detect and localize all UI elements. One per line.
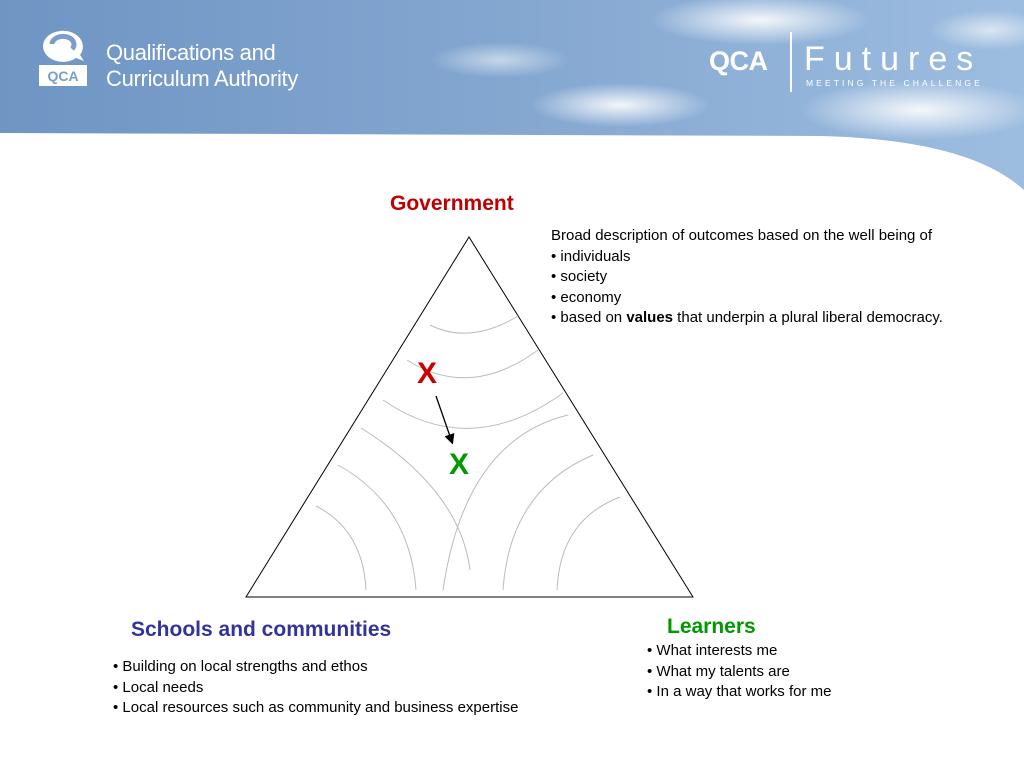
contour-top-3 xyxy=(383,393,563,428)
learners-description xyxy=(647,641,831,703)
learners-item: • In a way that works for me xyxy=(647,683,832,700)
logo-text: QCA xyxy=(47,68,79,84)
government-intro: Broad description of outcomes based on the well being of xyxy=(551,227,933,244)
government-item: • economy xyxy=(551,288,622,306)
brand-tagline: MEETING THE CHALLENGE xyxy=(806,78,983,88)
government-values-item xyxy=(551,308,943,329)
government-label: Government xyxy=(390,192,514,215)
government-item: • society xyxy=(551,268,608,285)
schools-label: Schools and communities xyxy=(131,618,392,641)
brand-qca: QCA xyxy=(709,46,768,76)
government-description xyxy=(551,226,943,329)
contour-right-3 xyxy=(443,415,568,590)
contour-right-1 xyxy=(557,497,620,590)
learners-label: Learners xyxy=(667,615,756,638)
schools-description xyxy=(113,657,518,719)
values-prefix: • based on xyxy=(551,309,627,326)
org-name-line1: Qualifications and xyxy=(106,40,276,65)
values-suffix: that underpin a plural liberal democracy. xyxy=(673,309,943,326)
learners-item: • What interests me xyxy=(647,642,778,659)
contour-right-2 xyxy=(503,455,593,590)
values-bold: values xyxy=(626,309,674,326)
marker-start-x: X xyxy=(417,357,438,390)
brand-futures: Futures xyxy=(804,40,983,78)
learners-item: • What my talents are xyxy=(647,662,790,680)
schools-item: • Local needs xyxy=(113,678,204,696)
marker-end-x: X xyxy=(449,448,470,481)
schools-item: • Local resources such as community and business expertise xyxy=(113,699,519,716)
contour-left-2 xyxy=(338,465,416,590)
contour-left-1 xyxy=(316,506,366,590)
government-item: • individuals xyxy=(551,247,631,265)
shift-arrow xyxy=(436,396,452,442)
contour-top-1 xyxy=(430,316,518,333)
org-name-line2: Curriculum Authority xyxy=(106,66,299,91)
schools-item: • Building on local strengths and ethos xyxy=(113,658,368,675)
